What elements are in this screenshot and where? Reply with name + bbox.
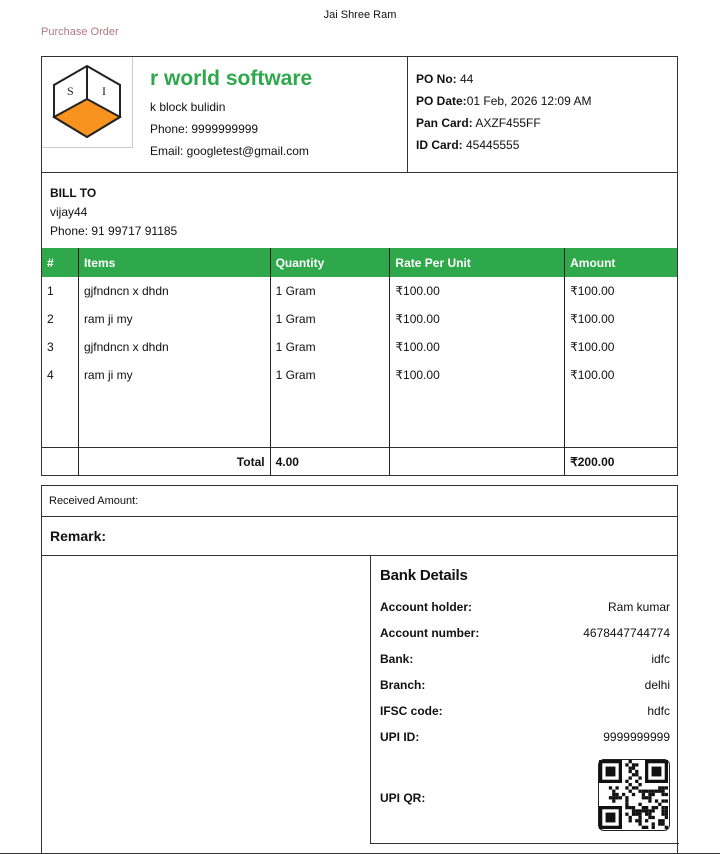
bank-upi-qr-label: UPI QR:: [380, 791, 426, 805]
bank-branch: Branch: delhi: [380, 678, 670, 692]
company-logo: [42, 57, 133, 148]
pan-card: Pan Card: AXZF455FF: [416, 116, 541, 130]
bank-upi-id: UPI ID: 9999999999: [380, 730, 670, 744]
total-quantity: 4.00: [270, 448, 390, 476]
header-no: #: [42, 248, 79, 277]
header-quantity: Quantity: [270, 248, 390, 277]
bank-account-holder: Account holder: Ram kumar: [380, 600, 670, 614]
table-row: 3 gjfndncn x dhdn 1 Gram ₹100.00 ₹100.00: [42, 333, 678, 361]
bill-to-heading: BILL TO: [50, 186, 97, 200]
bank-details: [370, 556, 679, 844]
po-details: [408, 57, 678, 173]
document-type: Purchase Order: [41, 26, 119, 38]
header-amount: Amount: [565, 248, 678, 277]
logo-letter-s: S: [67, 84, 74, 98]
bank-ifsc: IFSC code: hdfc: [380, 704, 670, 718]
company-block: [42, 57, 408, 173]
qr-code-icon: [599, 760, 668, 829]
logo-letter-i: I: [102, 84, 106, 98]
total-label: Total: [78, 448, 270, 476]
company-address: k block bulidin: [150, 100, 226, 114]
bill-to: [50, 184, 177, 241]
bank-account-number: Account number: 4678447744774: [380, 626, 670, 640]
po-date: PO Date:01 Feb, 2026 12:09 AM: [416, 94, 592, 108]
table-row: 2 ram ji my 1 Gram ₹100.00 ₹100.00: [42, 305, 678, 333]
bill-to-phone: Phone: 91 99717 91185: [50, 224, 178, 238]
page-header: Jai Shree Ram: [323, 9, 397, 21]
bill-to-name: vijay44: [50, 205, 88, 219]
upi-qr-code: [598, 759, 670, 831]
remark: Remark:: [42, 517, 677, 556]
items-table: [41, 248, 678, 476]
bank-name: Bank: idfc: [380, 652, 670, 666]
total-amount: ₹200.00: [565, 448, 678, 476]
received-amount: Received Amount:: [42, 486, 677, 517]
header-rate: Rate Per Unit: [390, 248, 565, 277]
po-header: [41, 56, 678, 249]
po-footer: [41, 485, 678, 854]
table-spacer-row: [42, 389, 678, 448]
table-row: 1 gjfndncn x dhdn 1 Gram ₹100.00 ₹100.00: [42, 277, 678, 305]
company-name: r world software: [150, 67, 313, 90]
table-header-row: [42, 248, 678, 277]
table-total-row: [42, 448, 678, 476]
bank-details-title: Bank Details: [380, 567, 468, 584]
table-row: 4 ram ji my 1 Gram ₹100.00 ₹100.00: [42, 361, 678, 389]
po-number: PO No: 44: [416, 72, 474, 86]
header-items: Items: [78, 248, 270, 277]
logo-cube-icon: [42, 57, 132, 147]
company-email: Email: googletest@gmail.com: [150, 144, 309, 158]
id-card: ID Card: 45445555: [416, 138, 520, 152]
company-phone: Phone: 9999999999: [150, 122, 259, 136]
